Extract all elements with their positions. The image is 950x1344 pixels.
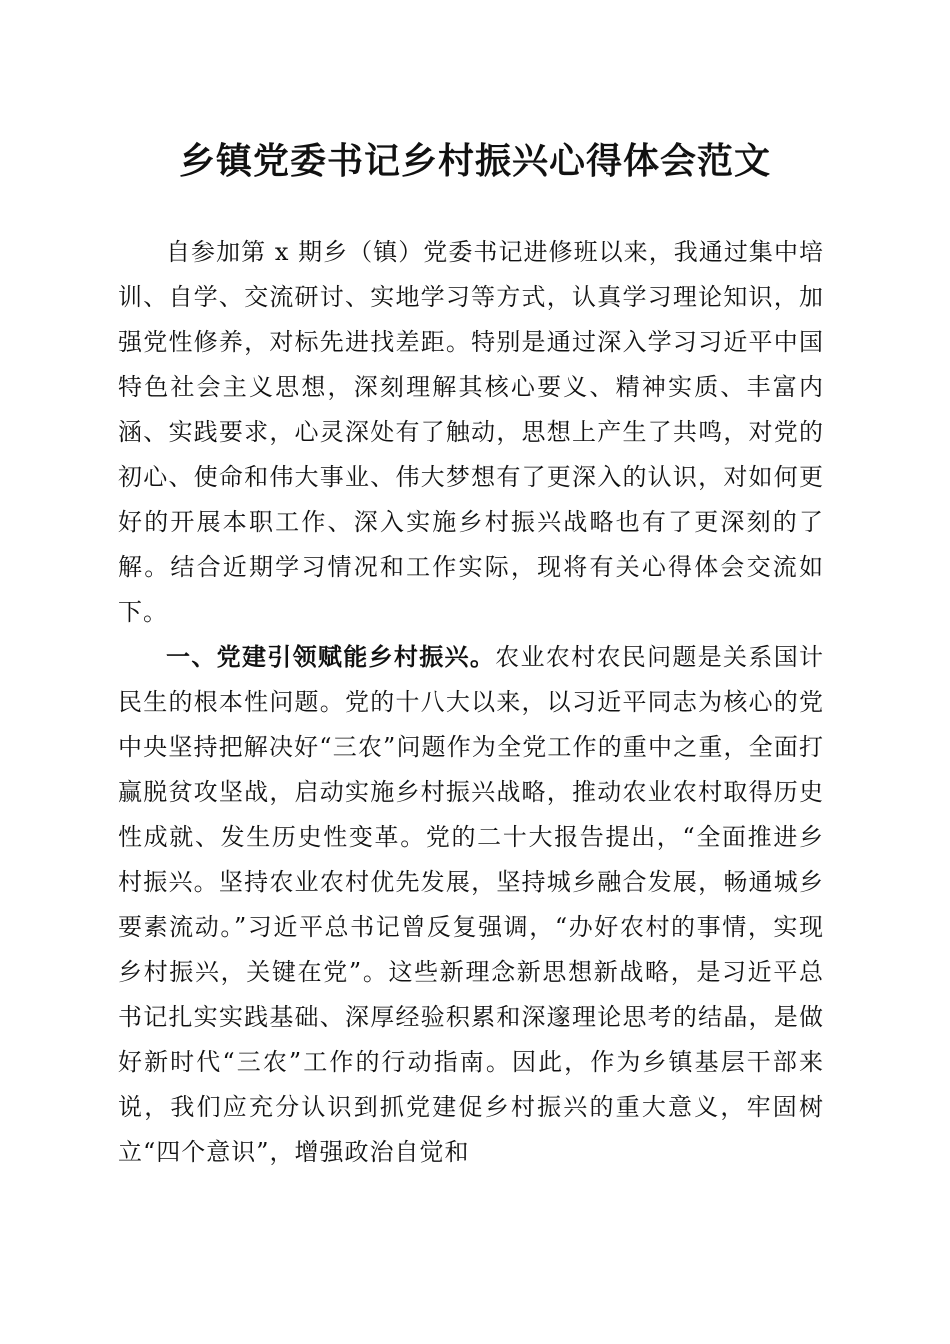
document-title: 乡镇党委书记乡村振兴心得体会范文 <box>178 140 771 182</box>
section-1-heading: 一、党建引领赋能乡村振兴。 <box>166 643 496 671</box>
document-body <box>118 230 824 1175</box>
section-1-text: 农业农村农民问题是关系国计民生的根本性问题。党的十八大以来，以习近平同志为核心的党中央坚持把解决好“三农”问题作为全党工作的重中之重，全面打赢脱贫攻坚战，启动实施乡村振兴战略，推动农业农村取得历史性成就、发生历史性变革。党的二十大报告提出，“全面推进乡村振兴。坚持农业农村优先发展，坚持城乡融合发展，畅通城乡要素流动。”习近平总书记曾反复强调，“办好农村的事情，实现乡村振兴，关键在党”。这些新理念新思想新战略，是习近平总书记扎实实践基础、深厚经验积累和深邃理论思考的结晶，是做好新时代“三农”工作的行动指南。因此，作为乡镇基层干部来说，我们应充分认识到抓党建促乡村振兴的重大意义，牢固树立“四个意识”，增强政治自觉和 <box>118 643 825 1166</box>
intro-paragraph: 自参加第 x 期乡（镇）党委书记进修班以来，我通过集中培训、自学、交流研讨、实地学习等方式，认真学习理论知识，加强党性修养，对标先进找差距。特别是通过深入学习习近平中国特色社会主义思想，深刻理解其核心要义、精神实质、丰富内涵、实践要求，心灵深处有了触动，思想上产生了共鸣，对党的初心、使命和伟大事业、伟大梦想有了更深入的认识，对如何更好的开展本职工作、深入实施乡村振兴战略也有了更深刻的了解。结合近期学习情况和工作实际，现将有关心得体会交流如下。 <box>118 238 824 626</box>
section-1-paragraph <box>118 635 824 1175</box>
